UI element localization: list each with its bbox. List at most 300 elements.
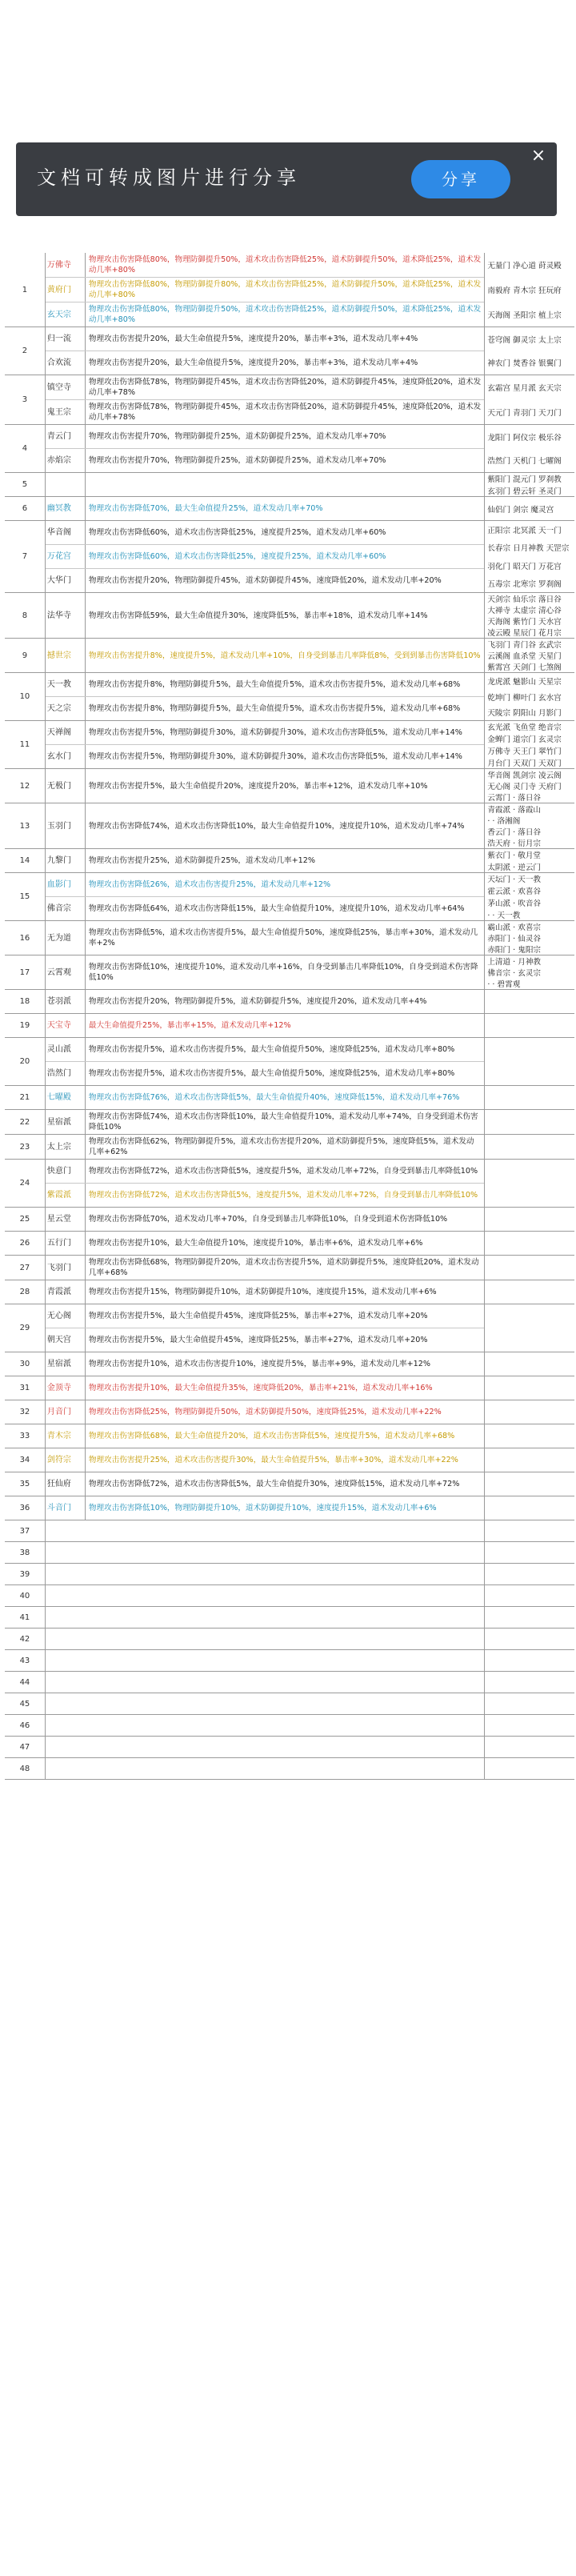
row-number: 21 xyxy=(5,1086,46,1109)
opponent-line xyxy=(485,1184,574,1208)
sect-column xyxy=(46,921,485,955)
sect-effect: 物理攻击伤害提升5%，最大生命值提升20%，速度提升20%，暴击率+12%，道术发动几率+10% xyxy=(88,781,428,791)
table-row-empty[interactable] xyxy=(5,1564,574,1585)
sect-name: 飞羽门 xyxy=(46,1256,86,1280)
opponent-line: 天坛门 · 天一教 xyxy=(487,875,542,885)
sect-entry[interactable] xyxy=(46,955,484,989)
sect-name xyxy=(46,473,86,496)
table-row xyxy=(5,1376,574,1400)
sect-entry[interactable] xyxy=(46,1448,484,1472)
table-row-empty[interactable] xyxy=(5,1693,574,1715)
row-number: 2 xyxy=(5,327,46,375)
opponent-line xyxy=(485,990,574,1002)
table-row xyxy=(5,1472,574,1496)
sect-name: 幽冥教 xyxy=(46,497,86,520)
sect-entry[interactable] xyxy=(46,1184,484,1207)
table-row xyxy=(5,955,574,990)
sect-effect: 物理攻击伤害提升20%，物理防御提升5%，道术防御提升5%，速度提升20%，道术发动几率+4% xyxy=(88,997,427,1006)
sect-entry[interactable] xyxy=(46,673,484,697)
sect-entry[interactable] xyxy=(46,545,484,569)
table-row xyxy=(5,849,574,873)
sect-entry[interactable] xyxy=(46,569,484,592)
opponent-line: 太阴派 · 逆云门 xyxy=(487,863,542,872)
sect-effect: 物理攻击伤害提升25%，道术攻击伤害提升30%，最大生命值提升5%，暴击率+30%，道术发动几率+22% xyxy=(88,1456,458,1464)
row-number: 3 xyxy=(5,375,46,424)
sect-entry[interactable] xyxy=(46,253,484,278)
sect-column xyxy=(46,990,485,1013)
sect-entry[interactable] xyxy=(46,1472,484,1496)
empty-cell[interactable] xyxy=(46,1672,485,1693)
opponent-line xyxy=(485,1376,574,1400)
opponent-line: 霍云派 · 欢喜谷 xyxy=(487,887,542,897)
sect-column xyxy=(46,955,485,989)
opponent-line: 上清道 · 月神教 xyxy=(487,958,542,967)
sect-column xyxy=(46,1352,485,1376)
sect-entry[interactable] xyxy=(46,990,484,1013)
table-row xyxy=(5,1110,574,1135)
table-row-empty[interactable] xyxy=(5,1715,574,1737)
sect-entry[interactable] xyxy=(46,1232,484,1255)
opponent-column xyxy=(485,327,574,375)
empty-cell[interactable] xyxy=(46,1607,485,1628)
table-row-empty[interactable] xyxy=(5,1520,574,1542)
sect-name: 玄天宗 xyxy=(46,302,86,327)
sect-name: 鬼王宗 xyxy=(46,400,86,424)
empty-cell[interactable] xyxy=(46,1520,485,1541)
row-number: 15 xyxy=(5,873,46,920)
table-row xyxy=(5,1208,574,1232)
opponent-line xyxy=(485,1208,574,1231)
opponent-column xyxy=(485,721,574,768)
sect-column xyxy=(46,1256,485,1280)
sect-entry[interactable] xyxy=(46,473,484,496)
sect-entry[interactable] xyxy=(46,1328,484,1352)
sect-column xyxy=(46,375,485,424)
row-number: 37 xyxy=(5,1520,46,1541)
empty-cell[interactable] xyxy=(46,1585,485,1606)
table-row-empty[interactable] xyxy=(5,1585,574,1607)
sect-entry[interactable] xyxy=(46,769,484,803)
opponent-line xyxy=(485,1014,574,1037)
sect-entry[interactable] xyxy=(46,921,484,955)
sect-name: 法华寺 xyxy=(46,593,86,638)
sect-name: 天宝寺 xyxy=(46,1014,86,1037)
sect-name: 天禅阁 xyxy=(46,721,86,744)
sect-effect: 物理攻击伤害降低72%，道术攻击伤害降低5%，速度提升5%，道术发动几率+72%，自身受到暴击几率降低10% xyxy=(88,1167,478,1176)
sect-name: 快意门 xyxy=(46,1160,86,1183)
row-number: 23 xyxy=(5,1135,46,1159)
opponent-column xyxy=(485,1448,574,1472)
opponent-line: 霸山派 · 欢喜宗 xyxy=(487,923,542,932)
row-number: 19 xyxy=(5,1014,46,1037)
sect-entry[interactable] xyxy=(46,351,484,375)
opponent-line xyxy=(485,1232,574,1255)
sect-entry[interactable] xyxy=(46,521,484,545)
table-row xyxy=(5,473,574,497)
sect-effect: 物理攻击伤害提升5%，最大生命值提升45%，速度降低25%，暴击率+27%，道术发动几率+20% xyxy=(88,1312,428,1320)
sect-entry[interactable] xyxy=(46,897,484,920)
table-row xyxy=(5,593,574,639)
table-row xyxy=(5,769,574,803)
sect-entry[interactable] xyxy=(46,1256,484,1280)
opponent-line: 万佛寺 天王门 翠竹门 xyxy=(487,747,562,756)
empty-cell[interactable] xyxy=(485,1564,574,1584)
opponent-line: · · 碧霄观 xyxy=(487,980,521,989)
empty-cell[interactable] xyxy=(485,1693,574,1714)
opponent-line: 赤阳门 · 鬼阳宗 xyxy=(487,946,542,955)
empty-cell[interactable] xyxy=(46,1629,485,1649)
opponent-line: 紫阳门 混元门 罗刹教 xyxy=(487,475,562,485)
opponent-line: 天剑宗 仙乐宗 落日谷 xyxy=(487,595,562,604)
sect-effect: 物理攻击伤害提升5%，最大生命值提升45%，速度降低25%，暴击率+27%，道术发动几率+20% xyxy=(88,1336,428,1344)
sect-name: 七曜殿 xyxy=(46,1086,86,1109)
table-row xyxy=(5,521,574,593)
sect-name: 无为道 xyxy=(46,921,86,955)
opponent-line: 赤阳门 · 仙灵谷 xyxy=(487,935,542,943)
empty-cell[interactable] xyxy=(46,1650,485,1671)
table-row-empty[interactable] xyxy=(5,1758,574,1780)
opponent-column xyxy=(485,873,574,920)
sect-name: 玉羽门 xyxy=(46,803,86,848)
sect-name: 苍羽派 xyxy=(46,990,86,1013)
table-row xyxy=(5,497,574,521)
sect-entry[interactable] xyxy=(46,1496,484,1520)
opponent-line: 羽化门 昭天门 万花宫 xyxy=(487,562,562,571)
row-number: 38 xyxy=(5,1542,46,1563)
sect-effect: 物理攻击伤害降低10%，速度提升10%，道术发动几率+16%，自身受到暴击几率降低10%，自身受到道术伤害降低10% xyxy=(88,963,478,982)
row-number: 25 xyxy=(5,1208,46,1231)
sect-entry[interactable] xyxy=(46,1135,484,1159)
row-number: 31 xyxy=(5,1376,46,1400)
opponent-column xyxy=(485,769,574,803)
sect-effect: 物理攻击伤害降低80%，物理防御提升50%，道术攻击伤害降低25%，道术防御提升50%，道术降低25%，道术发动几率+80% xyxy=(88,255,482,274)
sect-column xyxy=(46,721,485,768)
opponent-column xyxy=(485,473,574,496)
sect-entry[interactable] xyxy=(46,1376,484,1400)
opponent-column xyxy=(485,639,574,672)
sect-effect: 物理攻击伤害提升8%，速度提升5%，道术发动几率+10%，自身受到暴击几率降低8%，受到到暴击伤害降低10% xyxy=(88,651,481,660)
sect-column xyxy=(46,1304,485,1352)
opponent-column xyxy=(485,803,574,848)
sect-name: 归一流 xyxy=(46,327,86,351)
empty-cell[interactable] xyxy=(46,1564,485,1584)
table-row xyxy=(5,639,574,673)
table-row xyxy=(5,1496,574,1520)
row-number: 43 xyxy=(5,1650,46,1671)
sect-entry[interactable] xyxy=(46,449,484,472)
sect-name: 万花宫 xyxy=(46,545,86,568)
table-row-empty[interactable] xyxy=(5,1607,574,1629)
opponent-column xyxy=(485,1304,574,1352)
sect-effect: 物理攻击伤害降低64%，道术攻击伤害降低15%，最大生命值提升10%，速度提升10%，道术发动几率+64% xyxy=(88,904,465,913)
row-number: 11 xyxy=(5,721,46,768)
table-row xyxy=(5,425,574,473)
opponent-line: 天陵宗 阴阳山 月影门 xyxy=(487,709,562,719)
opponent-line: 凌云殿 星辰门 花月宗 xyxy=(487,629,562,638)
opponent-column xyxy=(485,1424,574,1448)
sect-effect: 物理攻击伤害提升5%，道术攻击伤害提升5%，最大生命值提升50%，速度降低25%，道术发动几率+80% xyxy=(88,1069,455,1078)
row-number: 33 xyxy=(5,1424,46,1448)
sect-name: 玄水门 xyxy=(46,745,86,768)
row-number: 12 xyxy=(5,769,46,803)
sect-effect: 物理攻击伤害降低72%，道术攻击伤害降低5%，最大生命值提升30%，速度降低15%，道术发动几率+72% xyxy=(88,1480,460,1488)
sect-name: 星宿派 xyxy=(46,1352,86,1376)
table-row xyxy=(5,1280,574,1304)
opponent-column xyxy=(485,955,574,989)
sect-effect xyxy=(86,473,484,496)
sect-entry[interactable] xyxy=(46,1352,484,1376)
row-number: 16 xyxy=(5,921,46,955)
opponent-line xyxy=(485,1328,574,1352)
sect-entry[interactable] xyxy=(46,1400,484,1424)
sect-entry[interactable] xyxy=(46,278,484,302)
opponent-column xyxy=(485,1038,574,1085)
row-number: 42 xyxy=(5,1629,46,1649)
opponent-line: 无量门 净心道 莳灵殿 xyxy=(487,262,562,271)
table-row xyxy=(5,803,574,849)
opponent-line xyxy=(485,1400,574,1424)
row-number: 44 xyxy=(5,1672,46,1693)
table-row xyxy=(5,375,574,425)
opponent-column xyxy=(485,1400,574,1424)
empty-cell[interactable] xyxy=(485,1585,574,1606)
row-number: 1 xyxy=(5,253,46,327)
sect-entry[interactable] xyxy=(46,721,484,745)
sect-name: 五行门 xyxy=(46,1232,86,1255)
close-icon[interactable]: × xyxy=(530,146,546,166)
table-row-empty[interactable] xyxy=(5,1650,574,1672)
opponent-line: 仙侣门 剑宗 魔灵宫 xyxy=(487,505,554,515)
sect-name: 天一教 xyxy=(46,673,86,696)
sect-name: 金顶寺 xyxy=(46,1376,86,1400)
opponent-line xyxy=(485,1002,574,1014)
row-number: 18 xyxy=(5,990,46,1013)
sect-name: 星宿派 xyxy=(46,1110,86,1134)
opponent-column xyxy=(485,1352,574,1376)
sect-name: 大华门 xyxy=(46,569,86,592)
row-number: 22 xyxy=(5,1110,46,1134)
sect-column xyxy=(46,521,485,592)
opponent-line: 乾坤门 柳叶门 玄水宫 xyxy=(487,693,562,703)
empty-cell[interactable] xyxy=(46,1737,485,1757)
sect-entry[interactable] xyxy=(46,593,484,638)
opponent-line: · · 洛湘阁 xyxy=(487,817,521,826)
sect-entry[interactable] xyxy=(46,302,484,327)
sect-entry[interactable] xyxy=(46,1304,484,1328)
sect-entry[interactable] xyxy=(46,639,484,672)
sect-column xyxy=(46,1280,485,1304)
sect-effect: 物理攻击伤害提升10%，道术攻击伤害提升10%，速度提升5%，暴击率+9%，道术发动几率+12% xyxy=(88,1360,430,1368)
opponent-line xyxy=(485,1280,574,1304)
opponent-line: 天海阁 圣阳宗 植上宗 xyxy=(487,310,562,320)
sect-effect: 最大生命值提升25%，暴击率+15%，道术发动几率+12% xyxy=(88,1021,291,1030)
sect-name: 青木宗 xyxy=(46,1424,86,1448)
sect-entry[interactable] xyxy=(46,849,484,872)
sect-effect: 物理攻击伤害降低70%，最大生命值提升25%，道术发动几率+70% xyxy=(88,504,323,513)
opponent-column xyxy=(485,1256,574,1280)
row-number: 28 xyxy=(5,1280,46,1304)
empty-cell[interactable] xyxy=(46,1542,485,1563)
table-row-empty[interactable] xyxy=(5,1542,574,1564)
table-row xyxy=(5,253,574,327)
row-number: 45 xyxy=(5,1693,46,1714)
share-button[interactable]: 分享 xyxy=(411,160,510,198)
sect-entry[interactable] xyxy=(46,1110,484,1134)
opponent-line xyxy=(485,1160,574,1184)
sect-entry[interactable] xyxy=(46,1424,484,1448)
row-number: 13 xyxy=(5,803,46,848)
sect-name: 月音门 xyxy=(46,1400,86,1424)
sect-column xyxy=(46,803,485,848)
row-number: 36 xyxy=(5,1496,46,1520)
sect-entry[interactable] xyxy=(46,1038,484,1062)
opponent-column xyxy=(485,1160,574,1207)
sect-entry[interactable] xyxy=(46,1160,484,1184)
sect-column xyxy=(46,1086,485,1109)
sect-entry[interactable] xyxy=(46,697,484,720)
row-number: 41 xyxy=(5,1607,46,1628)
opponent-column xyxy=(485,1014,574,1037)
sect-name: 紫霞派 xyxy=(46,1184,86,1207)
table-row xyxy=(5,1135,574,1160)
sect-effect: 物理攻击伤害提升70%，物理防御提升25%，道术防御提升25%，道术发动几率+70% xyxy=(88,432,386,441)
sect-name: 天之宗 xyxy=(46,697,86,720)
sect-effect: 物理攻击伤害降低76%，道术攻击伤害降低5%，最大生命值提升40%，速度降低15%，道术发动几率+76% xyxy=(88,1093,460,1102)
row-number: 7 xyxy=(5,521,46,592)
empty-cell[interactable] xyxy=(485,1520,574,1541)
table-row xyxy=(5,1014,574,1038)
sect-column xyxy=(46,497,485,520)
row-number: 30 xyxy=(5,1352,46,1376)
empty-cell[interactable] xyxy=(485,1629,574,1649)
opponent-column xyxy=(485,1086,574,1109)
opponent-line: 天海阁 紫竹门 天水宫 xyxy=(487,618,562,627)
sect-effect: 物理攻击伤害降低78%，物理防御提升45%，道术攻击伤害降低20%，道术防御提升45%，速度降低20%，道术发动几率+78% xyxy=(88,378,482,397)
sect-column xyxy=(46,1400,485,1424)
empty-cell[interactable] xyxy=(485,1542,574,1563)
opponent-line xyxy=(485,1448,574,1472)
sect-entry[interactable] xyxy=(46,745,484,768)
empty-cell[interactable] xyxy=(485,1650,574,1671)
sect-name: 云霄观 xyxy=(46,955,86,989)
table-row xyxy=(5,1160,574,1208)
opponent-column xyxy=(485,1110,574,1134)
sect-entry[interactable] xyxy=(46,1208,484,1231)
sect-entry[interactable] xyxy=(46,1086,484,1109)
sect-effect: 物理攻击伤害提升5%，道术攻击伤害提升5%，最大生命值提升50%，速度降低25%，道术发动几率+80% xyxy=(88,1045,455,1054)
row-number: 4 xyxy=(5,425,46,472)
opponent-line xyxy=(485,1086,574,1109)
sect-column xyxy=(46,1014,485,1037)
sect-effect: 物理攻击伤害降低70%，道术发动几率+70%，自身受到暴击几率降低10%，自身受到道术伤害降低10% xyxy=(88,1215,448,1224)
sect-column xyxy=(46,1496,485,1520)
sect-entry[interactable] xyxy=(46,1062,484,1085)
table-row-empty[interactable] xyxy=(5,1629,574,1650)
sect-effect: 物理攻击伤害提升5%，物理防御提升30%，道术防御提升30%，道术攻击伤害降低5%，道术发动几率+14% xyxy=(88,728,462,737)
sect-effect: 物理攻击伤害降低10%，物理防御提升10%，道术防御提升10%，速度提升15%，道术发动几率+6% xyxy=(88,1504,437,1512)
opponent-column xyxy=(485,497,574,520)
sect-name: 青云门 xyxy=(46,425,86,448)
table-row-empty[interactable] xyxy=(5,1737,574,1758)
opponent-column xyxy=(485,921,574,955)
empty-cell[interactable] xyxy=(485,1715,574,1736)
sect-entry[interactable] xyxy=(46,327,484,351)
row-number: 20 xyxy=(5,1038,46,1085)
opponent-line xyxy=(485,1038,574,1062)
opponent-line: 苍穹阁 御灵宗 太上宗 xyxy=(487,335,562,345)
sect-effect: 物理攻击伤害提升20%，最大生命值提升5%，速度提升20%，暴击率+3%，道术发动几率+4% xyxy=(88,335,418,343)
sect-entry[interactable] xyxy=(46,375,484,400)
sect-effect: 物理攻击伤害降低68%，物理防御提升20%，道术攻击伤害提升5%，道术防御提升5%，速度降低20%，道术发动几率+68% xyxy=(88,1258,479,1277)
opponent-line: 五毒宗 北寒宗 罗刹阁 xyxy=(487,579,562,589)
table-row xyxy=(5,1400,574,1424)
sect-name: 撼世宗 xyxy=(46,639,86,672)
opponent-line xyxy=(485,1135,574,1159)
opponent-line: 浩然门 天机门 七曜阁 xyxy=(487,457,562,467)
sect-effect: 物理攻击伤害降低74%，道术攻击伤害降低10%，最大生命值提升10%，速度提升10%，道术发动几率+74% xyxy=(88,821,465,831)
table-row xyxy=(5,1424,574,1448)
sect-entry[interactable] xyxy=(46,1280,484,1304)
sect-column xyxy=(46,1208,485,1231)
sect-entry[interactable] xyxy=(46,400,484,424)
sect-entry[interactable] xyxy=(46,425,484,449)
row-number: 9 xyxy=(5,639,46,672)
empty-cell[interactable] xyxy=(485,1758,574,1779)
opponent-line xyxy=(485,1424,574,1448)
sect-column xyxy=(46,473,485,496)
empty-cell[interactable] xyxy=(46,1715,485,1736)
sect-entry[interactable] xyxy=(46,803,484,848)
sect-entry[interactable] xyxy=(46,1014,484,1037)
sect-column xyxy=(46,1160,485,1207)
opponent-line: 正阳宗 北冥派 天一门 xyxy=(487,527,562,536)
sect-column xyxy=(46,425,485,472)
opponent-line: 浩天府 · 衍月宗 xyxy=(487,839,542,848)
sect-entry[interactable] xyxy=(46,497,484,520)
sect-name: 镇空寺 xyxy=(46,375,86,399)
empty-cell[interactable] xyxy=(485,1607,574,1628)
empty-cell[interactable] xyxy=(46,1758,485,1779)
row-number: 26 xyxy=(5,1232,46,1255)
table-row-empty[interactable] xyxy=(5,1672,574,1693)
opponent-line: 月台门 天双门 天双门 xyxy=(487,759,562,768)
row-number: 32 xyxy=(5,1400,46,1424)
opponent-column xyxy=(485,1280,574,1304)
sect-column xyxy=(46,639,485,672)
sect-column xyxy=(46,873,485,920)
opponent-line: 龙阳门 阿仪宗 极乐谷 xyxy=(487,433,562,443)
sect-entry[interactable] xyxy=(46,873,484,897)
table-row xyxy=(5,1448,574,1472)
opponent-line xyxy=(485,1256,574,1280)
table-row xyxy=(5,1304,574,1352)
row-number: 46 xyxy=(5,1715,46,1736)
opponent-column xyxy=(485,1208,574,1231)
opponent-line: 金蝉门 道宗门 玄灵宗 xyxy=(487,735,562,745)
row-number: 35 xyxy=(5,1472,46,1496)
empty-cell[interactable] xyxy=(46,1693,485,1714)
sect-effect: 物理攻击伤害降低72%，道术攻击伤害降低5%，速度提升5%，道术发动几率+72%，自身受到暴击几率降低10% xyxy=(88,1191,478,1200)
row-number: 34 xyxy=(5,1448,46,1472)
empty-cell[interactable] xyxy=(485,1737,574,1757)
sect-effect: 物理攻击伤害提升5%，物理防御提升30%，道术防御提升30%，道术攻击伤害降低5%，道术发动几率+14% xyxy=(88,752,462,761)
row-number: 40 xyxy=(5,1585,46,1606)
row-number: 29 xyxy=(5,1304,46,1352)
opponent-line: · · 天一教 xyxy=(487,911,521,920)
empty-cell[interactable] xyxy=(485,1672,574,1693)
table-row xyxy=(5,990,574,1014)
row-number: 17 xyxy=(5,955,46,989)
